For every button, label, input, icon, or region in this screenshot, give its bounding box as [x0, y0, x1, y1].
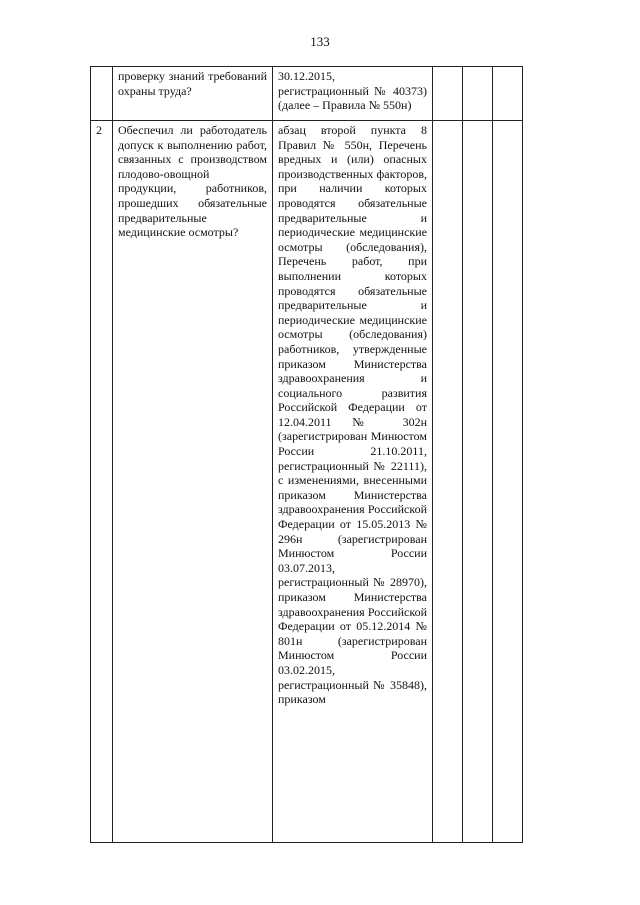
- legal-basis-cell: 30.12.2015, регистрационный № 40373) (далее – Правила № 550н): [273, 67, 433, 121]
- answer-na-cell[interactable]: [493, 121, 523, 843]
- page-number: 133: [310, 34, 330, 49]
- answer-na-cell[interactable]: [493, 67, 523, 121]
- answer-no-cell[interactable]: [463, 67, 493, 121]
- answer-no-cell[interactable]: [463, 121, 493, 843]
- table-row: [91, 67, 523, 121]
- question-cell: Обеспечил ли работодатель допуск к выполнению работ, связанных с производством плодово-овощной продукции, работников, прошедших обязательные предварительные медицинские осмотры?: [113, 121, 273, 843]
- requirements-table: [90, 66, 523, 843]
- answer-yes-cell[interactable]: [433, 121, 463, 843]
- answer-yes-cell[interactable]: [433, 67, 463, 121]
- row-number-cell: 2: [91, 121, 113, 843]
- question-cell: проверку знаний требований охраны труда?: [113, 67, 273, 121]
- legal-basis-cell: абзац второй пункта 8 Правил № 550н, Перечень вредных и (или) опасных производственных факторов, при наличии которых проводятся обязательные предварительные и периодические медицинские осмотры (обследования), Перечень работ, при выполнении которых проводятся обязательные предварительные и периодические медицинские осмотры (обследования) работников, утвержденные приказом Министерства здравоохранения и социального развития Российской Федерации от 12.04.2011 № 302н (зарегистрирован Минюстом России 21.10.2011, регистрационный № 22111), с изменениями, внесенными приказом Министерства здравоохранения Российской Федерации от 15.05.2013 № 296н (зарегистрирован Минюстом России 03.07.2013, регистрационный № 28970), приказом Министерства здравоохранения Российской Федерации от 05.12.2014 № 801н (зарегистрирован Минюстом России 03.02.2015, регистрационный № 35848), приказом: [273, 121, 433, 843]
- row-number-cell: [91, 67, 113, 121]
- table-row: [91, 121, 523, 843]
